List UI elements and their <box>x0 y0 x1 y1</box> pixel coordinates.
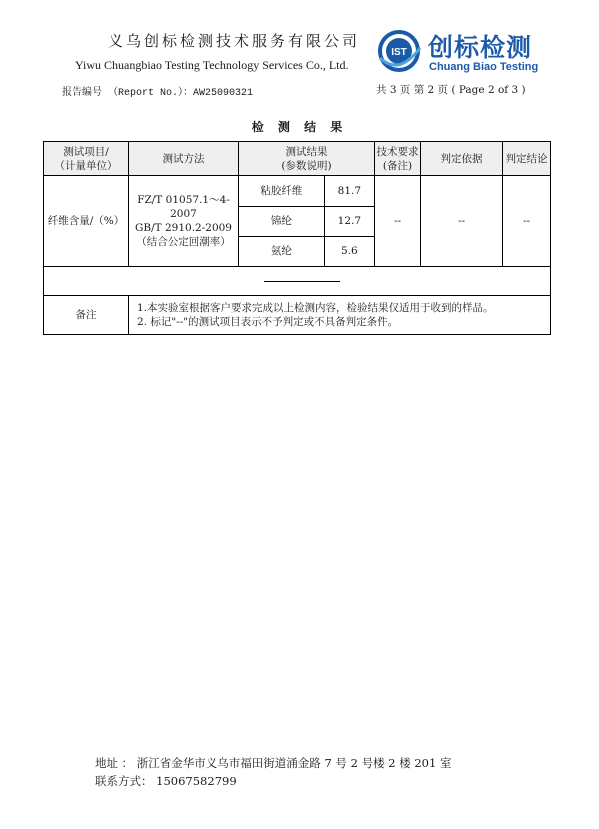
header-item-line2: （计量单位） <box>54 159 118 172</box>
header-basis: 判定依据 <box>421 142 503 176</box>
footer-address: 地址 ： 浙江省金华市义乌市福田街道涌金路 7 号 2 号楼 2 楼 201 室 <box>95 756 452 770</box>
result-row <box>239 176 374 206</box>
page-info: 共 3 页 第 2 页 ( Page 2 of 3 ) <box>376 84 526 96</box>
result-value: 5.6 <box>341 245 358 258</box>
header-tech-line1: 技术要求 <box>376 145 419 158</box>
table-row <box>44 176 551 267</box>
method-line1: FZ/T 01057.1～4-2007 <box>137 194 230 220</box>
cell-conclusion: -- <box>503 176 551 267</box>
remarks-line1: 1.本实验室根据客户要求完成以上检测内容，检验结果仅适用于收到的样品。 <box>137 302 494 314</box>
result-value: 12.7 <box>324 206 374 236</box>
remarks-line2: 2. 标记"--"的测试项目表示不予判定或不具备判定条件。 <box>137 316 399 328</box>
remarks-content <box>129 296 551 335</box>
header-method: 测试方法 <box>129 142 239 176</box>
divider-line <box>264 281 340 282</box>
header-result <box>239 142 375 176</box>
table-header-row <box>44 142 551 176</box>
footer-contact: 联系方式： 15067582799 <box>95 774 237 788</box>
section-title: 检 测 结 果 <box>251 120 348 134</box>
method-line2: GB/T 2910.2-2009 <box>135 222 232 234</box>
cell-results <box>239 176 375 267</box>
logo-badge-text: IST <box>391 47 407 58</box>
result-value: 81.7 <box>324 176 374 206</box>
logo-text-cn: 创标检测 <box>428 33 533 62</box>
remarks-row <box>44 296 551 335</box>
result-name: 氨纶 <box>239 236 324 266</box>
result-name: 粘胶纤维 <box>239 176 324 206</box>
cell-item: 纤维含量/（%） <box>44 176 129 267</box>
cell-method <box>129 176 239 267</box>
header-item-line1: 测试项目/ <box>63 145 109 158</box>
header-result-line1: 测试结果 <box>285 145 328 158</box>
logo-text-en: Chuang Biao Testing <box>429 61 539 73</box>
header-tech-line2: (备注) <box>382 159 413 172</box>
header-result-line2: (参数说明) <box>281 159 332 172</box>
result-row <box>239 206 374 236</box>
logo-emblem-icon <box>376 28 424 74</box>
result-row <box>239 236 374 266</box>
header-item <box>44 142 129 176</box>
header-conclusion: 判定结论 <box>503 142 551 176</box>
report-number: 报告编号 （Report No.）：AW25090321 <box>62 88 254 99</box>
result-name: 锦纶 <box>239 206 324 236</box>
header-tech <box>375 142 421 176</box>
method-line3: （结合公定回潮率） <box>136 236 231 248</box>
cell-basis: -- <box>421 176 503 267</box>
remarks-label: 备注 <box>44 296 129 335</box>
results-table <box>43 141 551 335</box>
company-name-cn: 义乌创标检测技术服务有限公司 <box>108 32 361 50</box>
company-name-en: Yiwu Chuangbiao Testing Technology Services Co., Ltd. <box>75 58 349 72</box>
company-logo <box>376 28 541 74</box>
cell-tech: -- <box>375 176 421 267</box>
